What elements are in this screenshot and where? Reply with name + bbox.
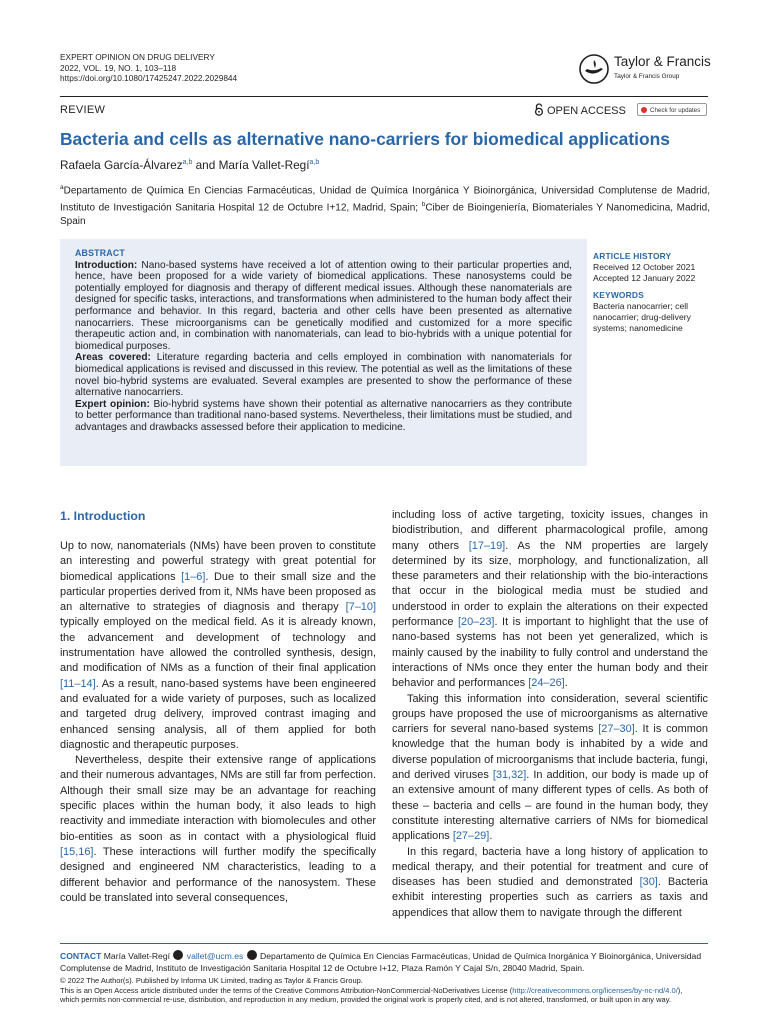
abstract-heading: ABSTRACT <box>75 248 125 258</box>
crossmark-icon <box>641 107 647 113</box>
paragraph <box>60 539 376 753</box>
contact-email[interactable]: vallet@ucm.es <box>186 951 244 961</box>
text-run: Nevertheless, despite their extensive range of applications and their numerous advantages, NMs are still far from perfection. Although their small size may be an advantage for reaching specific places within the human body, it also leads to high reactivity and immediate interaction with biomolecules and other bio-entities as soon as in contact with a physiological fluid <box>60 754 376 843</box>
abstract-intro-text: Nano-based systems have received a lot of attention owing to their particular properties and, hence, have been proposed for a wide variety of biomedical applications. These nanosystems could be potentially employed for diagnosis and therapy of different medical issues. Although these nanomaterials are designed for specific tasks, interactions, and transformations when administered to the human body affect their performance and behavior. In this regard, bacteria and other cells have been presented as alternative nanocarriers. These microorganisms can be genetically modified and customized for a more specific therapeutic action and, in combination with nanomaterials, can lead to bio-hybrids with a unique potential for biomedical purposes. <box>75 259 572 352</box>
affil-a-marker: a <box>60 184 64 191</box>
author-1-affil: a,b <box>182 159 193 167</box>
citation-link[interactable]: [24–26] <box>528 677 565 690</box>
citation-link[interactable]: [1–6] <box>181 570 206 583</box>
paragraph <box>392 692 708 845</box>
abstract-panel <box>60 239 587 466</box>
citation-link[interactable]: [11–14] <box>60 677 96 690</box>
open-access-badge <box>534 103 626 117</box>
contact-block <box>60 950 710 974</box>
text-run: . Bacteria exhibit interesting properties such as carriers as taxis and appendices that allow them to navigate through the different <box>392 876 708 919</box>
license-url[interactable]: http://creativecommons.org/licenses/by-nc-nd/4.0/ <box>512 985 678 995</box>
text-run: . It is important to highlight that the use of nano-based systems has not been yet generalized, which is mainly caused by the inability to fully control and understand the interactions of NMs once they enter the human body and their behavior and performances <box>392 616 708 690</box>
contact-label: CONTACT <box>60 951 102 961</box>
copyright-line: © 2022 The Author(s). Published by Informa UK Limited, trading as Taylor & Francis Group. <box>60 976 363 985</box>
text-run: . It is common knowledge that the human body is inhabited by a wide and diverse population of microorganisms that include bacteria, fungi, and derived viruses <box>392 723 709 782</box>
abstract-areas <box>75 352 572 398</box>
author-conjunction: and <box>192 158 219 172</box>
abstract-areas-text: Literature regarding bacteria and cells employed in combination with nanomaterials for biomedical applications is revised and discussed in this review. The potential as well as the limitations of these novel bio-hybrid systems are evaluated. Several examples are presented to show the performance of these alternative nanocarriers. <box>75 352 572 399</box>
license-block <box>60 976 710 1005</box>
article-title: Bacteria and cells as alternative nano-carriers for biomedical applications <box>60 129 670 149</box>
open-lock-icon <box>534 103 544 116</box>
keywords-heading: KEYWORDS <box>593 290 644 300</box>
email-icon <box>173 950 183 960</box>
contact-address: Departamento de Química En Ciencias Farmacéuticas, Unidad de Química Inorgánica Y Bioinorgánica, Universidad Complutense de Madrid, Instituto de Investigación Sanitaria Hospital 12 de Octubre I+12, Plaza Ramón Y Cajal S/n, 28040 Madrid, Spain. <box>60 951 702 973</box>
text-run: . As a result, nano-based systems have been engineered and evaluated for a wide variety of purposes, such as localized and targeted drug delivery, improved contrast imaging and enhanced sensing analysis, all of them applied for both diagnostic and therapeutic purposes. <box>60 677 376 751</box>
license-text: This is an Open Access article distributed under the terms of the Creative Commons Attribution-NonCommercial-NoDerivatives License ( <box>60 985 513 995</box>
paragraph <box>392 508 708 692</box>
abstract-areas-label: Areas covered: <box>75 352 151 364</box>
author-2-affil: a,b <box>309 159 320 167</box>
publisher-logo[interactable] <box>578 53 711 87</box>
journal-volume: 2022, VOL. 19, NO. 1, 103–118 <box>60 62 177 73</box>
address-icon <box>247 950 257 960</box>
article-history-heading: ARTICLE HISTORY <box>593 251 672 261</box>
citation-link[interactable]: [31,32] <box>492 769 527 782</box>
right-column <box>392 508 708 921</box>
article-type: REVIEW <box>60 104 106 116</box>
author-list <box>60 158 319 172</box>
text-run: Taking this information into consideration, several scientific groups have proposed the use of microorganisms as alternative carriers for several nano-based systems <box>392 692 708 736</box>
keywords-list: Bacteria nanocarrier; cell nanocarrier; drug-delivery systems; nanomedicine <box>593 301 691 333</box>
article-sidebar <box>593 251 709 334</box>
text-run: . As the NM properties are largely determined by its size, morphology, and functionalization, all these parameters and their relationship with the bio-interactions that occur in the biological media must be studied and understood in order to explain the alterations on their expected performance <box>392 539 708 629</box>
author-1[interactable]: Rafaela García-Álvarez <box>60 158 183 172</box>
text-run: . Due to their small size and the particular properties derived from it, NMs have been proposed as an alternative to strategies of diagnosis and therapy <box>60 570 376 614</box>
check-updates-label: Check for updates <box>650 107 701 114</box>
citation-link[interactable]: [17–19] <box>468 539 506 552</box>
text-run: . <box>489 830 493 843</box>
license-line-2: which permits non-commercial re-use, distribution, and reproduction in any medium, provided the original work is properly cited, and is not altered, transformed, or built upon in any way. <box>60 995 671 1005</box>
publisher-name: Taylor & Francis <box>614 54 711 69</box>
citation-link[interactable]: [30] <box>639 876 658 889</box>
text-run: Up to now, nanomaterials (NMs) have been proven to constitute an interesting and powerful strategy with great potential for biomedical applications <box>60 540 376 583</box>
abstract-opinion-text: Bio-hybrid systems have shown their potential as alternative nanocarriers as they contribute to better performance than traditional nano-based systems. Nevertheless, their limitations must be studied, and advantages and drawbacks assessed before their application to medicine. <box>75 398 572 433</box>
citation-link[interactable]: [15,16] <box>60 845 94 858</box>
paragraph <box>392 845 708 921</box>
journal-name: EXPERT OPINION ON DRUG DELIVERY <box>60 52 215 62</box>
abstract-intro-label: Introduction: <box>75 259 138 271</box>
abstract-opinion-label: Expert opinion: <box>75 398 150 410</box>
header-divider <box>60 96 708 97</box>
publisher-group: Taylor & Francis Group <box>614 73 680 80</box>
taylor-francis-lamp-icon <box>578 53 610 85</box>
citation-link[interactable]: [27–30] <box>598 723 635 736</box>
license-line-1 <box>60 986 710 996</box>
section-heading: 1. Introduction <box>60 509 146 523</box>
paragraph <box>60 753 376 906</box>
text-run: . <box>564 677 568 690</box>
text-run: In this regard, bacteria have a long history of application to medical therapy, and their potential for treatment and cure of diseases has been studied and demonstrated <box>392 845 708 889</box>
affil-b-marker: b <box>421 200 426 208</box>
text-run: typically employed on the medical field. As it is already known, the advancement and development of technology and instrumentation have allowed the controlled synthesis, design, and modification of NMs as a function of their final application <box>60 616 376 675</box>
citation-link[interactable]: [7–10] <box>345 601 376 614</box>
abstract-opinion <box>75 399 572 434</box>
affiliations <box>60 181 710 228</box>
text-run: including loss of active targeting, toxicity issues, changes in biodistribution, and different pharmacological profile, among many others <box>392 509 708 552</box>
footer-divider <box>60 943 708 944</box>
affil-b-text: Ciber de Bioingeniería, Biomateriales Y Nanomedicina, Madrid, Spain <box>60 202 710 227</box>
citation-link[interactable]: [20–23] <box>457 616 495 629</box>
journal-meta <box>60 52 237 84</box>
text-run: . These interactions will further modify the specifically designed and engineered NM characteristics, leading to a different behavior and performance of the nanosystem. These could be translated into several consequences, <box>60 845 376 904</box>
citation-link[interactable]: [27–29] <box>452 830 490 843</box>
license-text-end: ), <box>677 985 683 995</box>
abstract-body <box>75 248 572 434</box>
doi-link[interactable]: https://doi.org/10.1080/17425247.2022.2029844 <box>60 73 238 84</box>
author-2[interactable]: María Vallet-Regí <box>218 158 310 172</box>
text-run: . In addition, our body is made up of an extensive amount of many different types of cells. As both of these – bacteria and cells – are found in the human body, they constitute interesting alternative carriers of NMs for biomedical applications <box>392 769 708 843</box>
received-date: Received 12 October 2021 <box>593 262 696 272</box>
contact-name: María Vallet-Regí <box>101 951 173 961</box>
abstract-introduction <box>75 260 572 353</box>
check-for-updates-button[interactable] <box>637 103 707 116</box>
open-access-label: OPEN ACCESS <box>547 105 626 117</box>
affil-a-text: Departamento de Química En Ciencias Farmacéuticas, Unidad de Química Inorgánica Y Bioinorgánica, Universidad Complutense de Madrid, Instituto de Investigación Sanitaria Hospital 12 de Octubre I+12, Madrid, Spain; <box>60 185 710 214</box>
accepted-date: Accepted 12 January 2022 <box>593 273 696 283</box>
left-column <box>60 539 376 906</box>
